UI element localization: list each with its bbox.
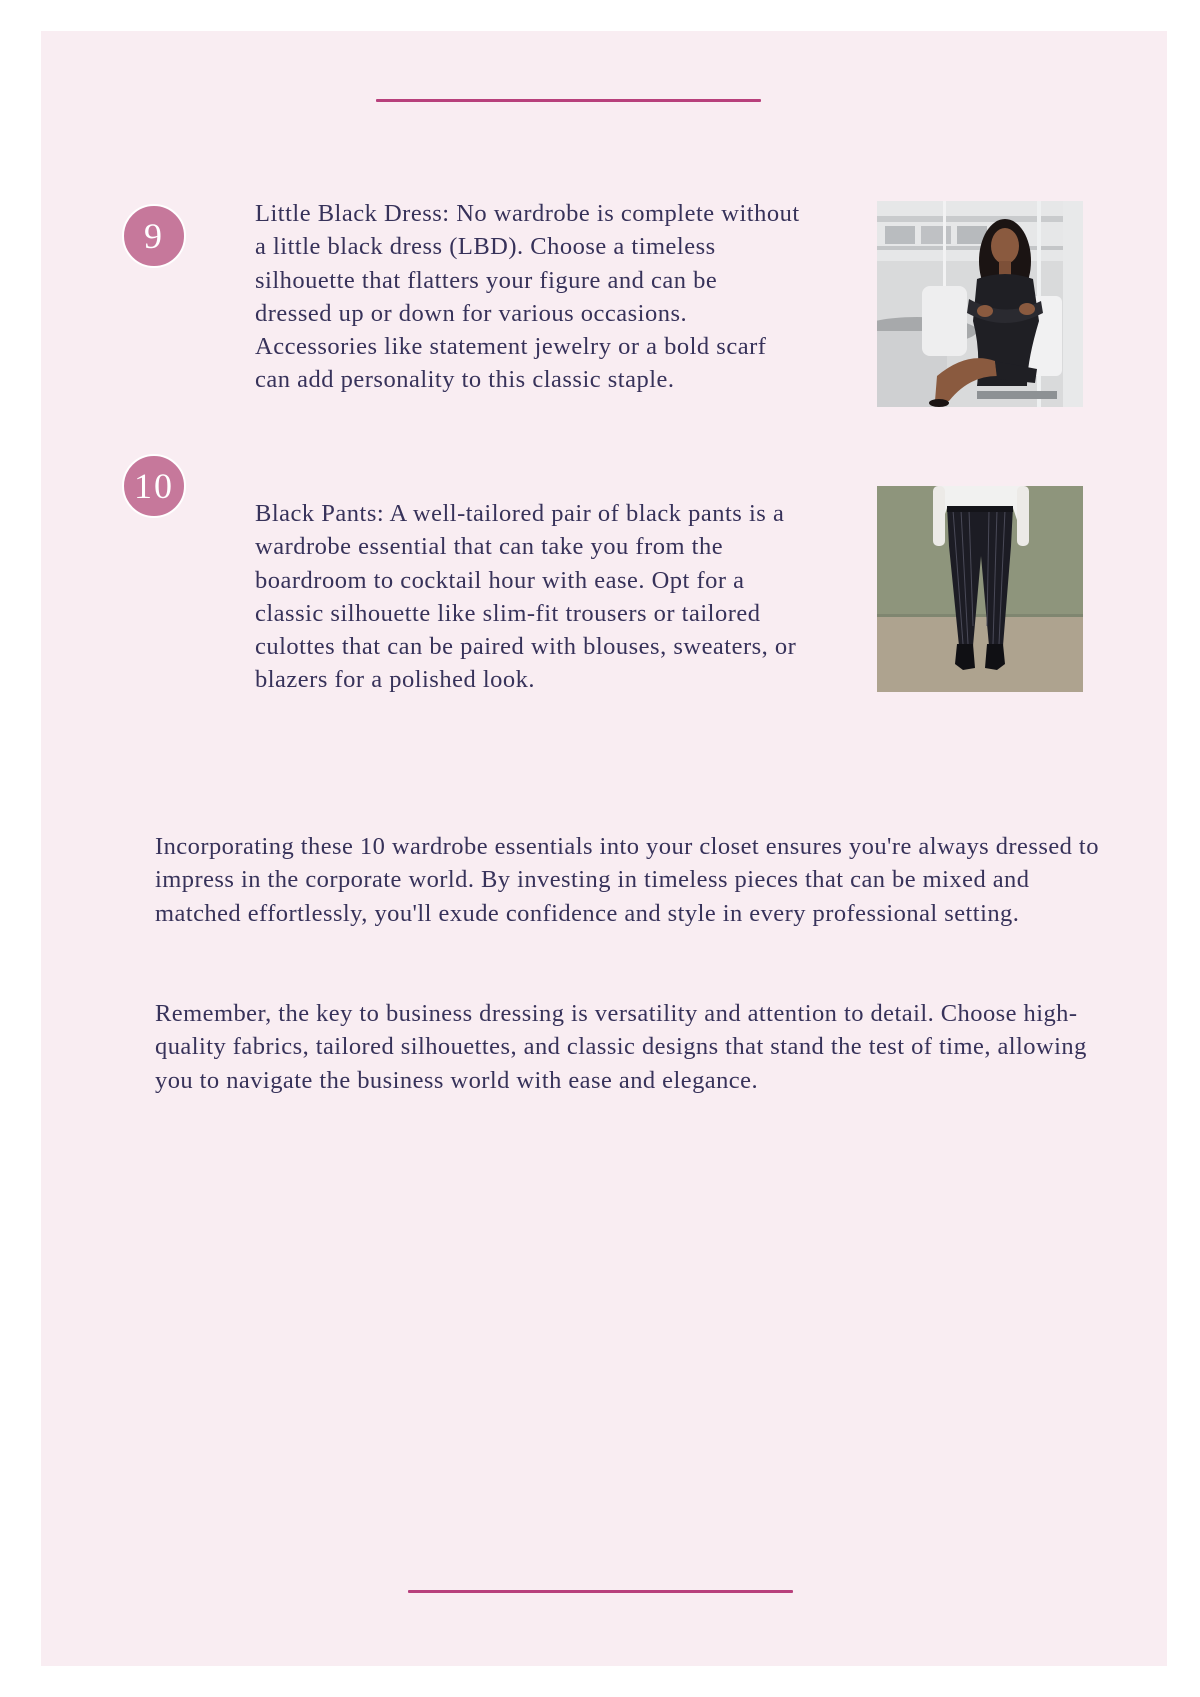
document-page [41, 31, 1167, 1666]
photo-black-pinstripe-pants [877, 486, 1083, 692]
item-description-9: Little Black Dress: No wardrobe is complete without a little black dress (LBD). Choose a timeless silhouette that flatters your figure and can be dressed up or down for various occasions. Accessories like statement jewelry or a bold scarf can add personality to this classic staple. [255, 200, 800, 394]
item-description-10: Black Pants: A well-tailored pair of black pants is a wardrobe essential that can take you from the boardroom to cocktail hour with ease. Opt for a classic silhouette like slim-fit trousers or tailored culottes that can be paired with blouses, sweaters, or blazers for a polished look. [255, 500, 797, 694]
item-number-badge-10: 10 [122, 454, 186, 518]
top-divider [376, 99, 761, 102]
conclusion-paragraph-1: Incorporating these 10 wardrobe essentials into your closet ensures you're always dressed to impress in the corporate world. By investing in timeless pieces that can be mixed and matched effortlessly, you'll exude confidence and style in every professional setting. [155, 833, 1099, 927]
item-number-badge-9: 9 [122, 204, 186, 268]
photo-woman-in-black-dress [877, 201, 1083, 407]
conclusion-paragraph-2: Remember, the key to business dressing is versatility and attention to detail. Choose high-quality fabrics, tailored silhouettes, and classic designs that stand the test of time, allowing you to navigate the business world with ease and elegance. [155, 1000, 1087, 1094]
bottom-divider [408, 1590, 793, 1593]
